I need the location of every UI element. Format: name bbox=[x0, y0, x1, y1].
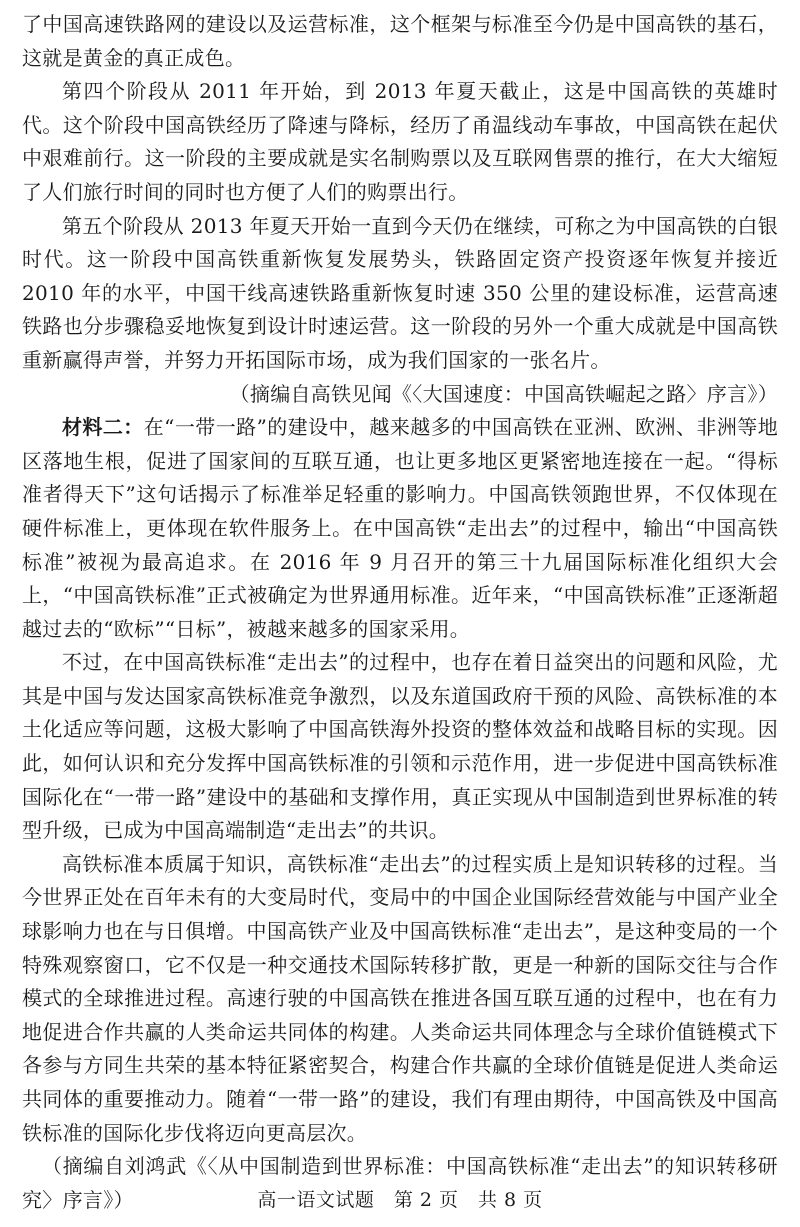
material-two-text: 在“一带一路”的建设中，越来越多的中国高铁在亚洲、欧洲、非洲等地区落地生根，促进了国家间的互联互通，也让更多地区更紧密地连接在一起。“得标准者得天下”这句话揭示了标准举足轻重的影响力。中国高铁领跑世界，不仅体现在硬件标准上，更体现在软件服务上。在中国高铁“走出去”的过程中，输出“中国高铁标准”被视为最高追求。在 2016 年 9 月召开的第三十九届国际标准化组织大会上，“中国高铁标准”正式被确定为世界通用标准。近年来，“中国高铁标准”正逐渐超越过去的“欧标”“日标”，被越来越多的国家采用。 bbox=[22, 415, 778, 641]
paragraph-risks: 不过，在中国高铁标准“走出去”的过程中，也存在着日益突出的问题和风险，尤其是中国与发达国家高铁标准竞争激烈，以及东道国政府干预的风险、高铁标准的本土化适应等问题，这极大影响了中国高铁海外投资的整体效益和战略目标的实现。因此，如何认识和充分发挥中国高铁标准的引领和示范作用，进一步促进中国高铁标准国际化在“一带一路”建设中的基础和支撑作用，真正实现从中国制造到世界标准的转型升级，已成为中国高端制造“走出去”的共识。 bbox=[22, 650, 778, 843]
material-two-paragraph bbox=[22, 411, 778, 646]
paragraph-stage-four: 第四个阶段从 2011 年开始，到 2013 年夏天截止，这是中国高铁的英雄时代。这个阶段中国高铁经历了降速与降标，经历了甬温线动车事故，中国高铁在起伏中艰难前行。这一阶段的主要成就是实名制购票以及互联网售票的推行，在大大缩短了人们旅行时间的同时也方便了人们的购票出行。 bbox=[22, 79, 778, 204]
paragraph-stage-five: 第五个阶段从 2013 年夏天开始一直到今天仍在继续，可称之为中国高铁的白银时代。这一阶段中国高铁重新恢复发展势头，铁路固定资产投资逐年恢复并接近 2010 年的水平，中国干线高速铁路重新恢复时速 350 公里的建设标准，运营高速铁路也分步骤稳妥地恢复到设计时速运营。这一阶段的另外一个重大成就是中国高铁重新赢得声誉，并努力开拓国际市场，成为我们国家的一张名片。 bbox=[22, 213, 778, 372]
document-page bbox=[22, 8, 778, 1217]
material-two-label: 材料二： bbox=[62, 415, 144, 440]
page-footer: 高一语文试题 第 2 页 共 8 页 bbox=[257, 1189, 543, 1211]
source-citation-1: （摘编自高铁见闻《〈大国速度：中国高铁崛起之路〉序言》） bbox=[229, 381, 778, 406]
paragraph-knowledge-transfer: 高铁标准本质属于知识，高铁标准“走出去”的过程实质上是知识转移的过程。当今世界正处在百年未有的大变局时代，变局中的中国企业国际经营效能与中国产业全球影响力也在与日俱增。中国高铁产业及中国高铁标准“走出去”，是这种变局的一个特殊观察窗口，它不仅是一种交通技术国际转移扩散，更是一种新的国际交往与合作模式的全球推进过程。高速行驶的中国高铁在推进各国互联互通的过程中，也在有力地促进合作共赢的人类命运共同体的构建。人类命运共同体理念与全球价值链模式下各参与方同生共荣的基本特征紧密契合，构建合作共赢的全球价值链是促进人类命运共同体的重要推动力。随着“一带一路”的建设，我们有理由期待，中国高铁及中国高铁标准的国际化步伐将迈向更高层次。 bbox=[22, 851, 778, 1145]
source-citation-2: （摘编自刘鸿武《〈从中国制造到世界标准：中国高铁标准“走出去”的知识转移研究〉序言》） bbox=[22, 1154, 778, 1212]
paragraph-continuation: 了中国高速铁路网的建设以及运营标准，这个框架与标准至今仍是中国高铁的基石，这就是黄金的真正成色。 bbox=[22, 12, 778, 70]
